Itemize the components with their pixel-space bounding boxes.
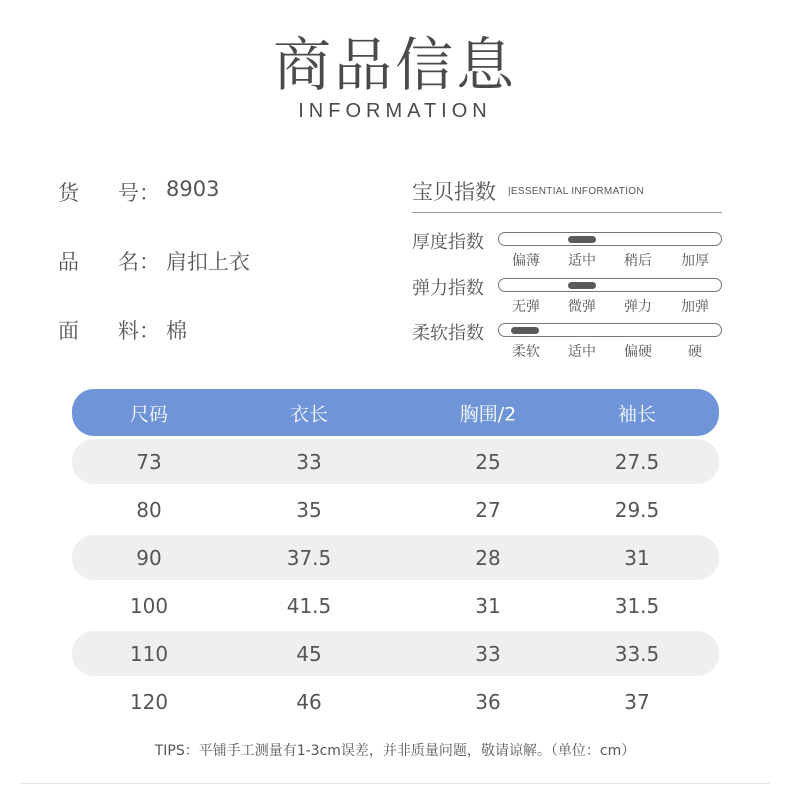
info-label-char: 名：: [118, 250, 160, 274]
indices-header: [412, 176, 722, 213]
index-label: 厚度指数: [412, 232, 484, 253]
column-header-chest: 胸围/2: [459, 403, 517, 425]
info-value: 棉: [166, 319, 187, 343]
table-cell: 33: [296, 449, 322, 474]
table-cell: 120: [129, 689, 169, 714]
index-option: 柔软: [512, 344, 540, 360]
indices-subtitle: |ESSENTIAL INFORMATION: [508, 186, 644, 197]
column-header-sleeve: 袖长: [617, 403, 657, 425]
table-cell: 110: [129, 641, 169, 666]
index-option: 适中: [568, 344, 596, 360]
measurement-tips: TIPS：平铺手工测量有1-3cm误差，并非质量问题，敬请谅解。（单位：cm）: [154, 743, 636, 759]
table-cell: 90: [136, 545, 162, 570]
index-marker: [568, 236, 596, 243]
table-row: [72, 679, 719, 724]
table-cell: 37.5: [286, 545, 332, 570]
index-option: 无弹: [512, 299, 540, 315]
index-label: 柔软指数: [412, 323, 484, 344]
index-option: 适中: [568, 253, 596, 269]
size-table-header: [72, 389, 719, 436]
info-label-char: 货: [58, 181, 79, 205]
index-track: [498, 323, 722, 337]
column-header-size: 尺码: [129, 403, 169, 425]
index-option: 硬: [688, 344, 702, 360]
table-row: [72, 583, 719, 628]
table-cell: 31: [475, 593, 501, 618]
table-cell: 27: [475, 497, 501, 522]
index-marker: [511, 327, 539, 334]
table-row: [72, 439, 719, 484]
table-cell: 100: [129, 593, 169, 618]
table-cell: 80: [136, 497, 162, 522]
page-subtitle: INFORMATION: [298, 100, 492, 122]
table-row: [72, 487, 719, 532]
indices-title: 宝贝指数: [412, 180, 496, 204]
info-value: 肩扣上衣: [166, 250, 250, 274]
table-cell: 33: [475, 641, 501, 666]
table-cell: 36: [475, 689, 501, 714]
table-cell: 41.5: [286, 593, 332, 618]
table-cell: 27.5: [614, 449, 660, 474]
table-cell: 73: [136, 449, 162, 474]
table-row: [72, 535, 719, 580]
table-row: [72, 631, 719, 676]
index-option: 弹力: [624, 299, 652, 315]
index-option: 加厚: [681, 253, 709, 269]
size-table: [72, 389, 719, 724]
column-header-length: 衣长: [289, 403, 329, 425]
index-marker: [568, 282, 596, 289]
index-option: 稍后: [624, 253, 652, 269]
table-cell: 31: [624, 545, 650, 570]
index-option: 偏硬: [624, 344, 652, 360]
info-label-char: 号：: [118, 181, 160, 205]
index-option: 偏薄: [512, 253, 540, 269]
index-thickness: [412, 228, 732, 272]
table-cell: 28: [475, 545, 501, 570]
info-label-char: 品: [58, 250, 79, 274]
table-cell: 37: [624, 689, 650, 714]
index-elasticity: [412, 274, 732, 318]
info-label-char: 面: [58, 319, 79, 343]
page-title: 商品信息: [272, 31, 517, 99]
index-softness: [412, 319, 732, 363]
index-track: [498, 278, 722, 292]
table-cell: 31.5: [614, 593, 660, 618]
index-track: [498, 232, 722, 246]
info-label-char: 料：: [118, 319, 160, 343]
index-label: 弹力指数: [412, 278, 484, 299]
table-cell: 29.5: [614, 497, 660, 522]
info-value: 8903: [166, 177, 220, 201]
table-cell: 25: [475, 449, 501, 474]
table-cell: 33.5: [614, 641, 660, 666]
divider: [20, 783, 770, 784]
index-option: 加弹: [681, 299, 709, 315]
table-cell: 45: [296, 641, 322, 666]
index-option: 微弹: [568, 299, 596, 315]
table-cell: 46: [296, 689, 322, 714]
table-cell: 35: [296, 497, 322, 522]
